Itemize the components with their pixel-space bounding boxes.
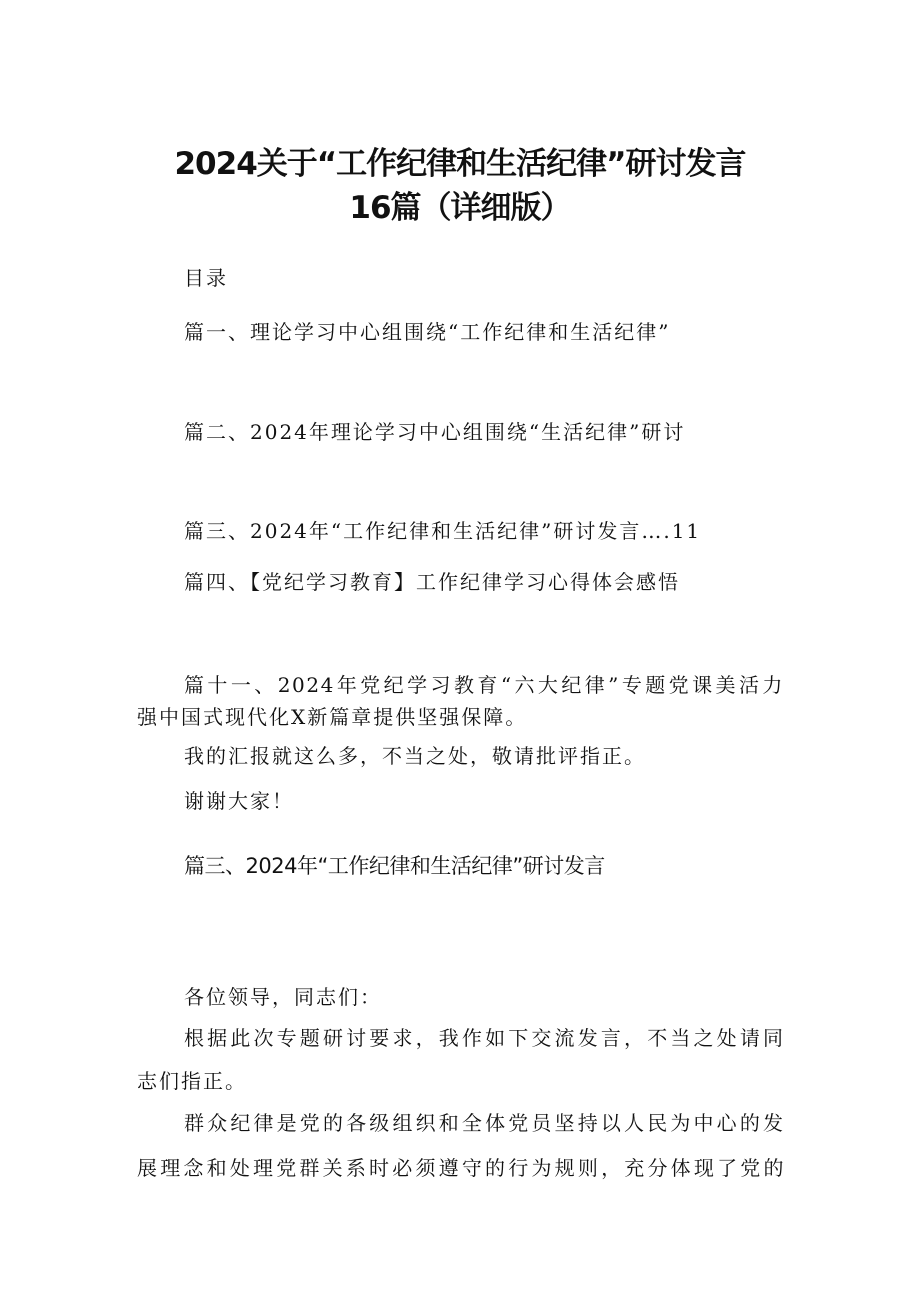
section-heading: 篇三、2024年“工作纪律和生活纪律”研讨发言 xyxy=(184,854,605,878)
document-title-line-2: 16篇（详细版） xyxy=(349,190,571,226)
greeting-line: 各位领导，同志们： xyxy=(184,985,382,1009)
paragraph-1-line-1: 根据此次专题研讨要求，我作如下交流发言，不当之处请同 xyxy=(184,1026,785,1050)
toc-heading: 目录 xyxy=(184,266,228,290)
toc-item-1[interactable]: 篇一、理论学习中心组围绕“工作纪律和生活纪律” xyxy=(184,320,671,344)
paragraph-2-line-2: 展理念和处理党群关系时必须遵守的行为规则，充分体现了党的 xyxy=(137,1156,785,1180)
toc-item-4[interactable]: 篇四、【党纪学习教育】工作纪律学习心得体会感悟 xyxy=(184,570,680,594)
toc-item-11-line-2[interactable]: 强中国式现代化X新篇章提供坚强保障。 xyxy=(137,705,528,729)
paragraph-1-line-2: 志们指正。 xyxy=(137,1069,247,1093)
toc-item-11-line-1[interactable]: 篇十一、2024年党纪学习教育“六大纪律”专题党课美活力 xyxy=(184,673,784,697)
document-title-line-1: 2024关于“工作纪律和生活纪律”研讨发言 xyxy=(174,146,746,182)
paragraph-2-line-1: 群众纪律是党的各级组织和全体党员坚持以人民为中心的发 xyxy=(184,1111,785,1135)
toc-item-2[interactable]: 篇二、2024年理论学习中心组围绕“生活纪律”研讨 xyxy=(184,420,686,444)
toc-item-3[interactable]: 篇三、2024年“工作纪律和生活纪律”研讨发言….11 xyxy=(184,519,702,543)
thanks-line: 谢谢大家！ xyxy=(184,789,294,813)
report-closing-line: 我的汇报就这么多，不当之处，敬请批评指正。 xyxy=(184,744,646,768)
